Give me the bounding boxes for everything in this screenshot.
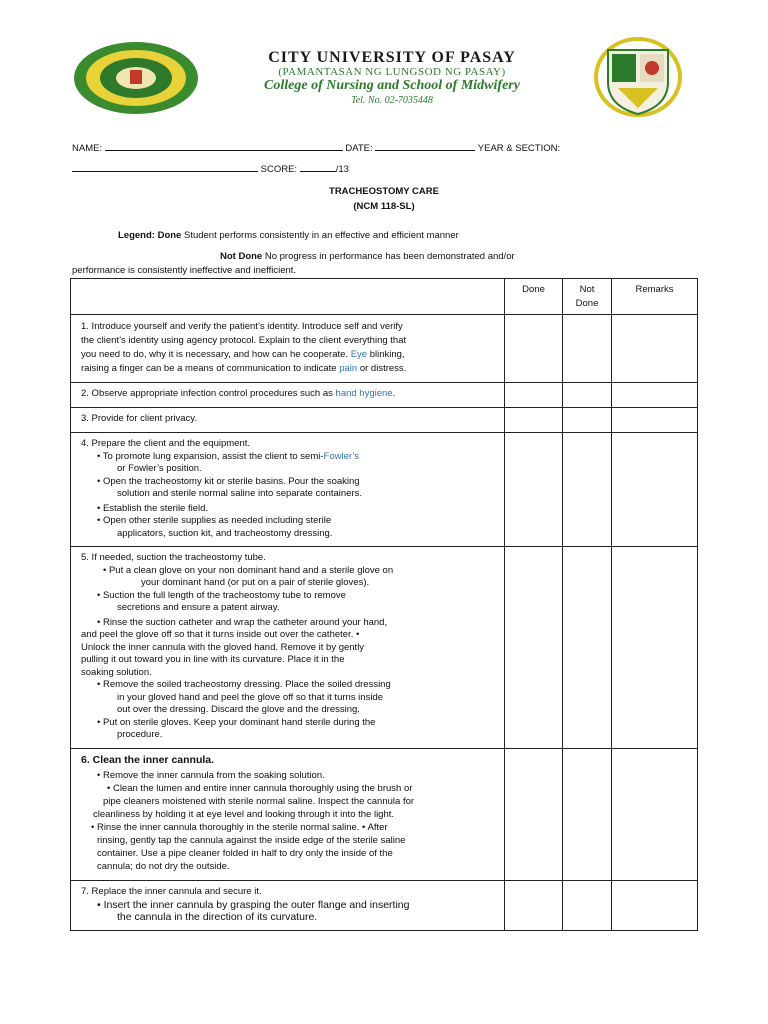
step-2-tail: .	[392, 388, 396, 399]
remarks-cell[interactable]	[612, 547, 698, 749]
year-section-label: YEAR & SECTION:	[477, 143, 561, 154]
step-6-line: pipe cleaners moistened with sterile normal saline. Inspect the cannula for	[103, 796, 415, 807]
done-checkbox[interactable]	[505, 881, 563, 931]
step-5-line: and peel the glove off so that it turns inside out over the catheter. •	[81, 629, 360, 640]
step-4-bullet: • Open the tracheostomy kit or sterile basins. Pour the soaking	[97, 475, 360, 487]
university-subtitle: (PAMANTASAN NG LUNGSOD NG PASAY)	[278, 66, 506, 78]
not-done-checkbox[interactable]	[563, 749, 612, 881]
checklist-table	[70, 278, 698, 931]
legend-done-term: Done	[157, 230, 182, 241]
step-1-line	[81, 348, 498, 362]
step-4-cont: applicators, suction kit, and tracheostomy dressing.	[117, 527, 333, 539]
step-6	[71, 749, 505, 881]
step-1-text: blinking,	[367, 349, 405, 360]
eye-link[interactable]: Eye	[350, 349, 368, 360]
course-code: (NCM 118-SL)	[353, 201, 415, 212]
name-label: NAME:	[72, 143, 103, 154]
table-header-row	[71, 279, 698, 315]
legend-label: Legend:	[118, 230, 155, 241]
step-7	[71, 881, 505, 931]
done-checkbox[interactable]	[505, 408, 563, 433]
step-4-bullet: • Establish the sterile field.	[97, 502, 209, 514]
legend-notdone-desc-2: performance is consistently ineffective and inefficient.	[72, 265, 297, 276]
step-4-text: • To promote lung expansion, assist the client to semi-	[97, 450, 324, 462]
step-6-line: rinsing, gently tap the cannula against the inside edge of the sterile saline	[97, 835, 406, 846]
legend-done-desc: Student performs consistently in an effective and efficient manner	[183, 230, 459, 241]
step-6-line: cannula; do not dry the outside.	[97, 861, 230, 872]
form-line-1	[72, 141, 560, 154]
step-5-line: soaking solution.	[81, 666, 152, 678]
remarks-cell[interactable]	[612, 881, 698, 931]
step-4-bullet: • Open other sterile supplies as needed including sterile	[97, 515, 332, 526]
step-5-cont: secretions and ensure a patent airway.	[117, 602, 280, 613]
table-row	[71, 881, 698, 931]
score-field[interactable]	[300, 162, 336, 172]
university-name: CITY UNIVERSITY OF PASAY	[268, 49, 516, 66]
telephone: Tel. No. 02-7035448	[351, 95, 433, 106]
not-done-checkbox[interactable]	[563, 433, 612, 547]
step-2-text: 2. Observe appropriate infection control procedures such as	[81, 388, 336, 399]
page-title: TRACHEOSTOMY CARE	[329, 186, 439, 197]
step-1	[71, 315, 505, 383]
table-row	[71, 547, 698, 749]
step-5-line: Unlock the inner cannula with the gloved hand. Remove it by gently	[81, 641, 365, 653]
header-done: Done	[505, 279, 563, 315]
legend-notdone-term: Not Done	[220, 251, 263, 262]
not-done-checkbox[interactable]	[563, 315, 612, 383]
form-line-2	[72, 162, 349, 175]
step-5-cont: your dominant hand (or put on a pair of sterile gloves).	[141, 577, 370, 588]
step-5-cont: out over the dressing. Discard the glove and the dressing.	[117, 704, 360, 715]
remarks-cell[interactable]	[612, 408, 698, 433]
step-6-line: • Remove the inner cannula from the soaking solution.	[97, 770, 325, 781]
header-procedure	[71, 279, 505, 315]
legend-notdone	[220, 251, 515, 262]
step-1-line	[81, 362, 498, 376]
table-row	[71, 315, 698, 383]
done-checkbox[interactable]	[505, 383, 563, 408]
not-done-checkbox[interactable]	[563, 383, 612, 408]
step-4-cont: or Fowler’s position.	[117, 463, 202, 474]
step-4-bullet	[97, 451, 498, 464]
step-6-line: • Rinse the inner cannula thoroughly in the sterile normal saline. • After	[91, 822, 388, 833]
step-6-line: container. Use a pipe cleaner folded in half to dry only the inside of the	[97, 848, 393, 859]
pain-link[interactable]: pain	[339, 363, 358, 374]
university-seal	[72, 40, 200, 116]
step-7-cont: the cannula in the direction of its curvature.	[117, 911, 318, 923]
done-checkbox[interactable]	[505, 433, 563, 547]
table-row	[71, 749, 698, 881]
legend-done	[118, 230, 459, 241]
step-4	[71, 433, 505, 547]
step-5-bullet: • Suction the full length of the tracheostomy tube to remove	[97, 589, 346, 601]
fowlers-link[interactable]: Fowler’s	[323, 450, 360, 462]
step-3: 3. Provide for client privacy.	[71, 408, 505, 433]
step-6-line: cleanliness by holding it at eye level and looking through it into the light.	[93, 809, 395, 820]
remarks-cell[interactable]	[612, 749, 698, 881]
step-5-cont: procedure.	[117, 729, 163, 740]
step-5-bullet: • Put on sterile gloves. Keep your dominant hand sterile during the	[97, 716, 376, 728]
header-remarks: Remarks	[612, 279, 698, 315]
step-4-cont: solution and sterile normal saline into separate containers.	[117, 488, 363, 499]
step-7-head: 7. Replace the inner cannula and secure it.	[81, 886, 262, 897]
remarks-cell[interactable]	[612, 315, 698, 383]
date-label: DATE:	[345, 143, 373, 154]
done-checkbox[interactable]	[505, 315, 563, 383]
step-2	[71, 383, 505, 408]
college-name: College of Nursing and School of Midwifery	[264, 78, 520, 93]
step-5-bullet: • Put a clean glove on your non dominant hand and a sterile glove on	[103, 564, 394, 576]
step-1-text: or distress.	[357, 363, 407, 374]
done-checkbox[interactable]	[505, 749, 563, 881]
table-row	[71, 433, 698, 547]
table-row	[71, 408, 698, 433]
not-done-checkbox[interactable]	[563, 408, 612, 433]
header-done-label: Done	[575, 298, 599, 309]
score-label: SCORE:	[260, 164, 298, 175]
header-not-label: Not	[579, 284, 595, 295]
remarks-cell[interactable]	[612, 433, 698, 547]
step-5-bullet: • Remove the soiled tracheostomy dressing. Place the soiled dressing	[97, 679, 391, 690]
college-seal	[584, 36, 692, 118]
step-5	[71, 547, 505, 749]
step-7-bullet: • Insert the inner cannula by grasping the outer flange and inserting	[97, 898, 410, 911]
step-1-text: you need to do, why it is necessary, and how can he cooperate.	[81, 349, 351, 360]
header-not-done	[563, 279, 612, 315]
step-5-bullet: • Rinse the suction catheter and wrap the catheter around your hand,	[97, 616, 388, 628]
step-1-line: 1. Introduce yourself and verify the patient’s identity. Introduce self and verify	[81, 321, 403, 332]
not-done-checkbox[interactable]	[563, 547, 612, 749]
name-field[interactable]	[105, 141, 343, 151]
step-5-head: 5. If needed, suction the tracheostomy tube.	[81, 552, 266, 563]
step-1-text: raising a finger can be a means of communication to indicate	[81, 363, 340, 374]
step-5-line: pulling it out toward you in line with its curvature. Place it in the	[81, 654, 345, 665]
table-row	[71, 383, 698, 408]
step-1-line: the client’s identity using agency protocol. Explain to the client everything that	[81, 335, 407, 346]
legend-notdone-desc: No progress in performance has been demonstrated and/or	[264, 251, 515, 262]
step-4-head: 4. Prepare the client and the equipment.	[81, 438, 251, 449]
step-6-head: 6. Clean the inner cannula.	[81, 754, 215, 766]
date-field[interactable]	[375, 141, 475, 151]
hand-hygiene-link[interactable]: hand hygiene	[335, 388, 393, 399]
score-total: /13	[335, 164, 349, 175]
remarks-cell[interactable]	[612, 383, 698, 408]
not-done-checkbox[interactable]	[563, 881, 612, 931]
step-6-line: • Clean the lumen and entire inner cannula thoroughly using the brush or	[107, 783, 413, 794]
year-section-field[interactable]	[72, 162, 258, 172]
done-checkbox[interactable]	[505, 547, 563, 749]
step-5-cont: in your gloved hand and peel the glove off so that it turns inside	[117, 691, 384, 703]
